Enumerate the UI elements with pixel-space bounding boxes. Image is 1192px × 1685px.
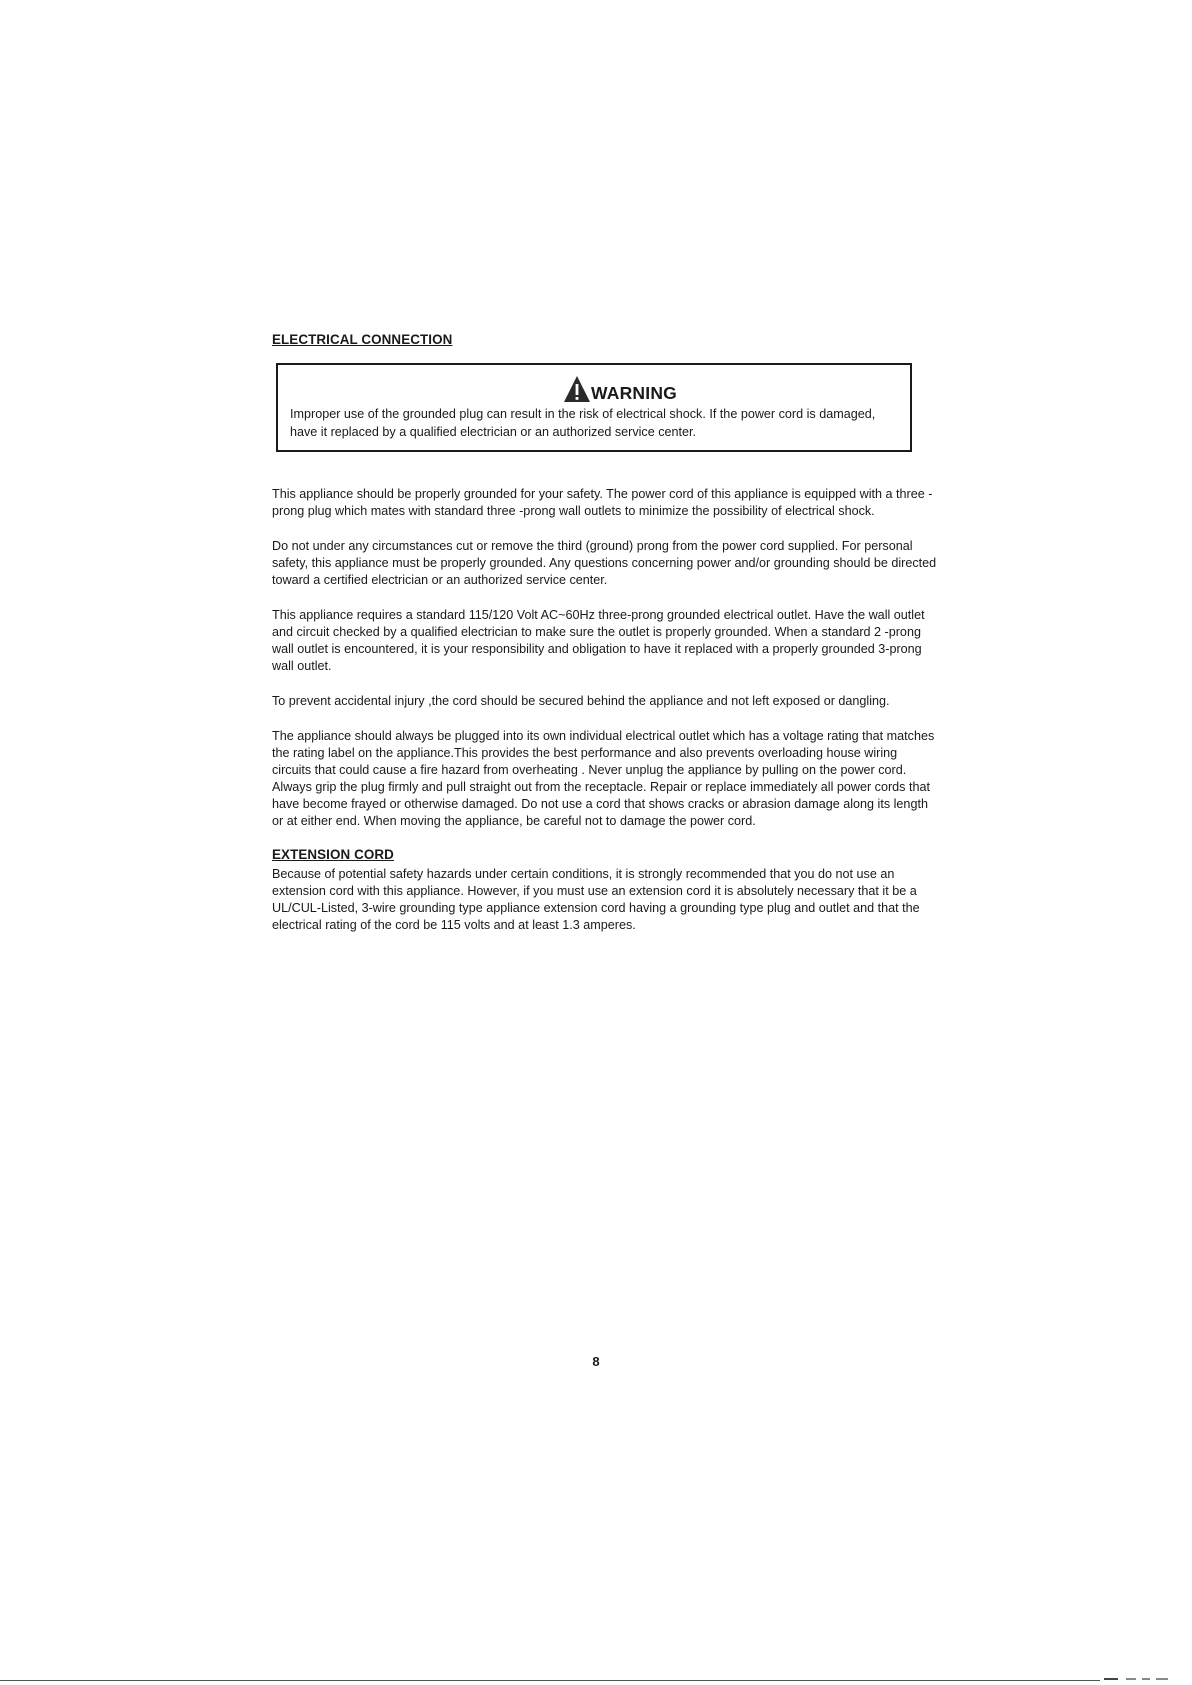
bottom-rule (0, 1680, 1100, 1681)
corner-mark (1104, 1677, 1184, 1681)
warning-title (342, 373, 898, 403)
extension-cord-heading: EXTENSION CORD (272, 847, 394, 862)
page-content (272, 332, 937, 934)
cord-secure-paragraph: To prevent accidental injury ,the cord should be secured behind the appliance and not left exposed or dangling. (272, 694, 890, 708)
warning-triangle-icon (563, 375, 591, 403)
warning-text: Improper use of the grounded plug can result in the risk of electrical shock. If the power cord is damaged, have it replaced by a qualified electrician or an authorized service center. (290, 407, 876, 439)
outlet-requirement-paragraph: This appliance requires a standard 115/120 Volt AC~60Hz three-prong grounded electrical outlet. Have the wall outlet and circuit checked by a qualified electrician to make sure the outlet is properly grounded. When a standard 2 -prong wall outlet is encountered, it is your responsibility and obligation to have it replaced with a properly grounded 3-prong wall outlet. (272, 608, 925, 673)
warning-label: WARNING (591, 383, 677, 403)
grounding-paragraph: This appliance should be properly grounded for your safety. The power cord of this appliance is equipped with a three -prong plug which mates with standard three -prong wall outlets to minimize the possibility of electrical shock. (272, 487, 933, 518)
electrical-connection-heading: ELECTRICAL CONNECTION (272, 332, 453, 347)
individual-outlet-paragraph: The appliance should always be plugged into its own individual electrical outlet which has a voltage rating that matches the rating label on the appliance.This provides the best performance and also prevents overloading house wiring circuits that could cause a fire hazard from overheating . Never unplug the appliance by pulling on the power cord. Always grip the plug firmly and pull straight out from the receptacle. Repair or replace immediately all power cords that have become frayed or otherwise damaged. Do not use a cord that shows cracks or abrasion damage along its length or at either end. When moving the appliance, be careful not to damage the power cord. (272, 729, 935, 828)
ground-prong-paragraph: Do not under any circumstances cut or remove the third (ground) prong from the power cord supplied. For personal safety, this appliance must be properly grounded. Any questions concerning power and/or grounding should be directed toward a certified electrician or an authorized service center. (272, 539, 937, 587)
page-number: 8 (592, 1354, 600, 1369)
warning-box (276, 363, 912, 452)
extension-cord-paragraph: Because of potential safety hazards under certain conditions, it is strongly recommended that you do not use an extension cord with this appliance. However, if you must use an extension cord it is absolutely necessary that it be a UL/CUL-Listed, 3-wire grounding type appliance extension cord having a grounding type plug and outlet and that the electrical rating of the cord be 115 volts and at least 1.3 amperes. (272, 867, 920, 932)
